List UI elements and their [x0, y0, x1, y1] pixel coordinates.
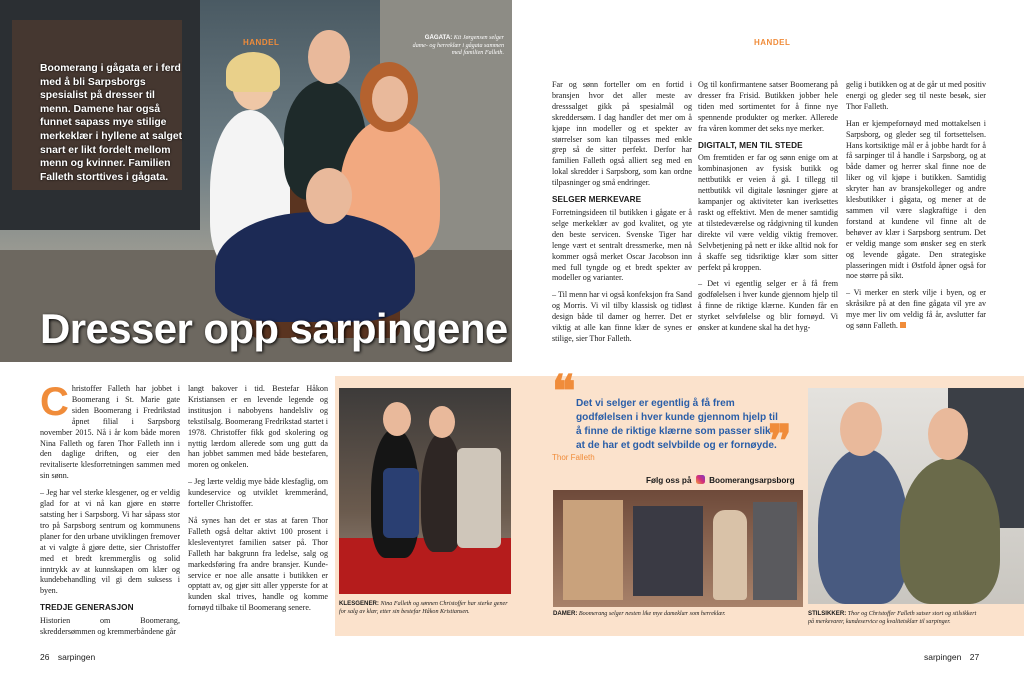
paragraph: Nå synes han det er stas at faren Thor Falleth også deltar aktivt 100 prosent i klesleventyret familien satser på. Thor Falleth har bakgrunn fra ledelse, salg og markedsføring fra andre bransjer. Kunde-service er noe alle ansatte i butikken er opptatt av, og gjør sitt aller ypperste for at kunden skal trives, handle og komme fornøyd tilbake til Boomerang senere. [188, 515, 328, 613]
page-number: 26 [40, 652, 50, 662]
paragraph: – Jeg lærte veldig mye både klesfaglig, om kundeservice og utviklet kremmerånd, forteller Christoffer. [188, 477, 328, 509]
stilsikker-caption [808, 610, 980, 626]
subheading: TREDJE GENERASJON [40, 603, 134, 613]
caption-text: Boomerang selger nesten like mye dameklær som herreklær. [578, 611, 726, 617]
damer-caption [553, 610, 803, 619]
paragraph-text: hristoffer Falleth har jobbet i Boomerang i St. Marie gate siden Boomerang i Fredrikstad åpnet filial i Sarpsborg november 2015. Nå i år kom både moren Nina Falleth og faren Thor Falleth inn i den daglige driften, og eier den revitaliserte klesforretningen sammen med sin sønn. [40, 384, 180, 481]
klesgener-caption [339, 600, 511, 616]
hero-lede: Boomerang i gågata er i ferd med å bli Sarpsborgs spesialist på dresser til menn. Damene har også funnet sapass mye stilige merkeklær i hyllene at salget snart er likt fordelt mellom menn og kvinner. Familien Falleth storttives i gågata. [40, 63, 183, 183]
klesgener-photo [339, 388, 511, 594]
follow-prefix: Følg oss på [646, 476, 692, 485]
instagram-handle[interactable]: Boomerangsarpsborg [709, 476, 795, 485]
section-label-right: HANDEL [754, 38, 791, 47]
subheading: SELGER MERKEVARE [552, 195, 642, 205]
paragraph: Han er kjempefornøyd med mottakelsen i Sarpsborg, og gleder seg til fortsettelsen. Hans kortsiktige mål er å jobbe hardt for å få sarpinger til å handle i Sarpsborg, og at både damer og herrer skal finne noe de liker og vil kjøpe i butikken. Samtidig skryter han av bransjekolleger og andre klesbutikker i gågata, og mener at de sammen vil være slagkraftige i den forstand at kundene vil finne alt de behøver av klær i Sarpsborg sentrum. Det er veldig mange som ønsker seg en sterk og levende gågate. Den strategiske plasseringen midt i Østfold åpner også for noe større på sikt. [846, 118, 986, 281]
caption-text: Nina Falleth og sønnen Christoffer har sterke gener for salg av klær, etter sin bestefar Håkon Kristiansen. [339, 601, 508, 615]
hero-caption-label: GÅGATA: [424, 34, 453, 41]
right-column-2 [698, 80, 838, 362]
quote-close-icon: ❞ [768, 417, 792, 466]
caption-label: KLESGENER: [339, 600, 379, 607]
paragraph: – Det vi egentlig selger er å få frem godfølelsen i hver kunde gjennom hjelp til å finne de riktige klærne. Kunden får en styrket selvfølelse og blir fornøyd. Vi ønsker at kundene skal ha det hyg- [698, 279, 838, 333]
paragraph: – Jeg har vel sterke klesgener, og er veldig glad for at vi nå kan gjøre en større satsting her i Sarpsborg. Vi har såpass stor tro på Sarpsborg sentrum og kommunens planer for den urbane utviklingen fremover at vi valgte å gjøre dette, sier Christoffer med et bredt kremmerglis og solid inntrykk av at kunnskapen om klær og kundebehandling vil gi dem suksess i byen. [40, 488, 180, 596]
publication-name: sarpingen [924, 652, 962, 662]
hero-caption-text: Kit Jørgensen selger dame- og herreklær i gågata sammen med familien Falleth. [412, 35, 504, 56]
left-column-1 [40, 384, 180, 644]
publication-name: sarpingen [57, 652, 96, 662]
right-column-1 [552, 80, 692, 362]
caption-text: Thor og Christoffer Falleth satser stort og stilsikkert på merkevarer, kundeservice og kvalitetsklær til sarpinger. [808, 611, 977, 625]
drop-cap: C [40, 384, 69, 424]
page-number: 27 [969, 652, 980, 662]
end-mark-icon [900, 322, 906, 328]
subheading: DIGITALT, MEN TIL STEDE [698, 140, 803, 150]
paragraph: – Til menn har vi også konfeksjon fra Sand og Morris. Vi vil tilby klassisk og tidløst design både til damer og herrer. Det er viktig at alle kan finne klær de synes er stilige, sier Thor Falleth. [552, 290, 692, 343]
hero-caption [408, 34, 504, 58]
caption-label: DAMER: [553, 610, 578, 617]
paragraph-text: – Vi merker en sterk vilje i byen, og er skråsikre på at den fine gågata vil yre av mye mer liv om veldig få år, avslutter far og sønn Falleth. [846, 288, 986, 331]
page-number-left [40, 652, 95, 662]
instagram-icon [696, 475, 705, 484]
stilsikker-photo [808, 388, 1024, 604]
paragraph: Forretningsideen til butikken i gågate er å selge merkeklær av god kvalitet, og yte den beste servicen. Svenske Tiger har lenge vært et sentralt dressmerke, men nå kommer også merket Oscar Jacobson inn med full tyngde og et bredt spekter av modeller og varianter. [552, 207, 692, 283]
left-column-2 [188, 384, 328, 644]
paragraph: Historien om Boomerang, skreddersømmen og kremmerbåndene går [40, 616, 180, 637]
right-column-3 [846, 80, 986, 362]
paragraph: Og til konfirmantene satser Boomerang på dresser fra Frisid. Butikken jobber hele tiden med sortimentet for å finne nye spennende produkter og merker. Allerede fra våren kommer det seks nye merker. [698, 80, 838, 133]
paragraph: gelig i butikken og at de går ut med positiv energi og gleder seg til neste besøk, sier Thor Falleth. [846, 80, 986, 111]
paragraph [846, 288, 986, 332]
social-follow[interactable] [646, 475, 795, 485]
paragraph: langt bakover i tid. Bestefar Håkon Kristiansen er en levende legende og institusjon i nabobyens handelsliv og tekstilsalg. Boomerang Fredrikstad startet i 1978. Christoffer fikk god skolering og nyttig lærdom allerede som ung gutt da han jobbet sammen med både bestefaren, moren og onkelen. [188, 384, 328, 470]
page-number-right [924, 652, 979, 662]
damer-photo [553, 490, 803, 607]
pull-quote: Det vi selger er egentlig å få frem godfølelsen i hver kunde gjennom hjelp til å finne de riktige klærne som passer slik at de har et godt selvbilde og er fornøyde. [576, 398, 778, 451]
quote-open-icon: ❝ [552, 367, 576, 416]
quote-author: Thor Falleth [552, 453, 595, 462]
caption-label: STILSIKKER: [808, 610, 847, 617]
section-label-left: HANDEL [243, 38, 280, 47]
article-title: Dresser opp sarpingene [40, 305, 508, 352]
paragraph [40, 384, 180, 482]
paragraph: Far og sønn forteller om en fortid i bransjen hvor det aller meste av dresssalget gikk på spesialmål og skreddersøm. I dag handler det mer om å kjøpe inn modeller og et spekter av størrelser som kan tilpasses med enkle grep så de sitter perfekt. Derfor har familien Falleth også alliert seg med en lokal skredder i Sarpsborg, som kan ordne tilpasninger og små endringer. [552, 80, 692, 188]
paragraph: Om fremtiden er far og sønn enige om at kombinasjonen av fysisk butikk og nettbutikk er veien å gå. I tillegg til nettbutikk vil digitale løsninger gjøre at kampanjer og aktiviteter kan iverksettes raskt og effektivt. Men de mener samtidig at tilstedeværelse og rådgivning til kunden direkte vil være veldig viktig fremover. Selvbetjening på nett er ikke alltid nok for å skaffe seg tidsriktige klær som sitter perfekt på kroppen. [698, 153, 838, 272]
